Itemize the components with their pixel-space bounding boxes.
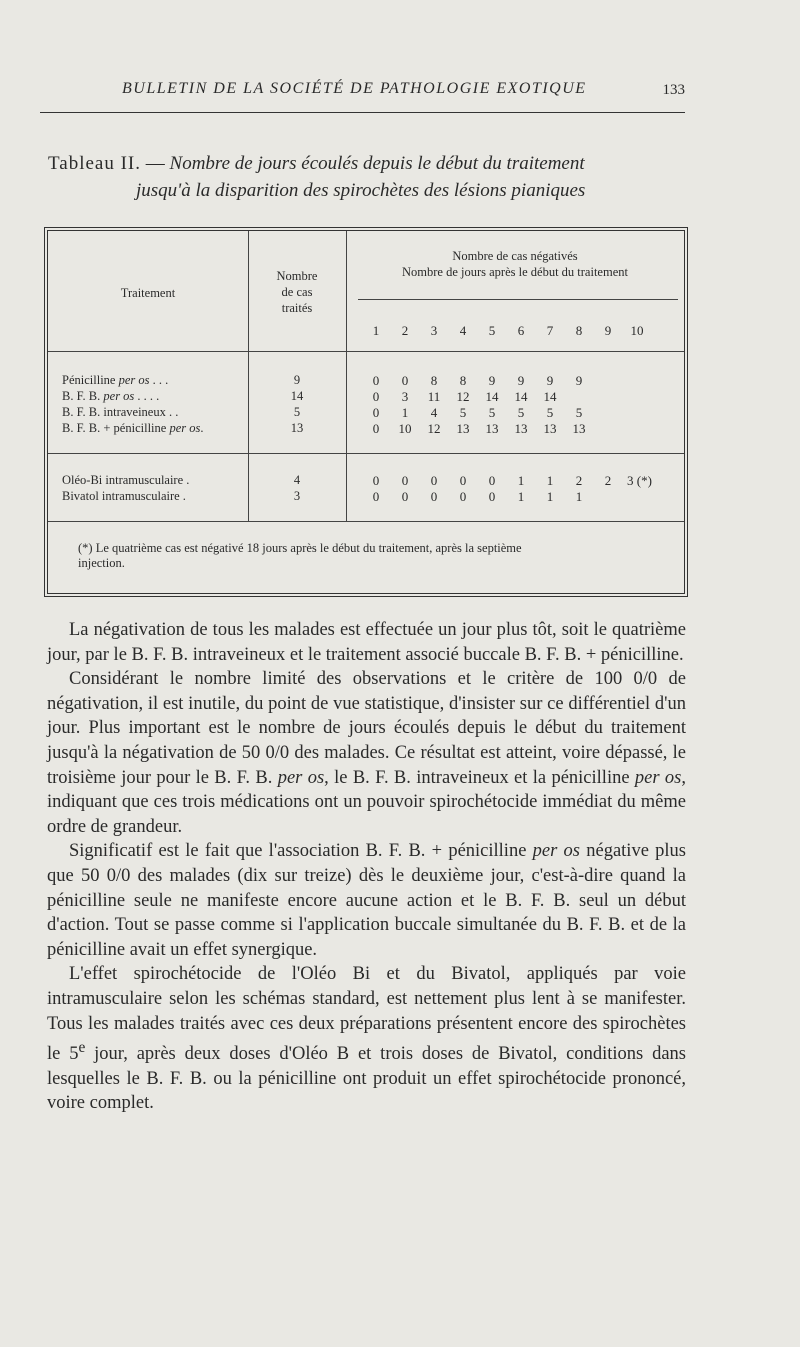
caption-title-line2: jusqu'à la disparition des spirochètes des lésions pianiques — [136, 180, 586, 201]
running-title: BULLETIN DE LA SOCIÉTÉ DE PATHOLOGIE EXOTIQUE — [122, 80, 587, 97]
table-cell: 4 — [430, 405, 438, 420]
table-cell: 0 — [488, 489, 496, 504]
table-cell: 14 — [543, 389, 557, 404]
table-cell: 2 — [575, 473, 583, 488]
table-cell: 0 — [372, 405, 380, 420]
row-label: Oléo-Bi intramusculaire . — [62, 473, 190, 487]
table-cell: 5 — [575, 405, 583, 420]
day-header-8: 8 — [575, 323, 583, 338]
table-cell: 1 — [546, 473, 554, 488]
group-header-1: Nombre de cas négativés — [452, 249, 578, 263]
table-cell: 11 — [427, 389, 441, 404]
caption-dash: — — [145, 153, 165, 174]
table-cell: 14 — [485, 389, 499, 404]
table-cell: 0 — [401, 373, 409, 388]
col-header-traitement: Traitement — [120, 286, 176, 300]
row-count: 14 — [290, 389, 304, 403]
table-cell: 0 — [372, 489, 380, 504]
paragraph-2: Considérant le nombre limité des observations et le critère de 100 0/0 de négativation, il est inutile, du point de vue statistique, d'insister sur ce différentiel d'un jour. Plus important est le nombre de jours écoulés depuis le début du traitement jusqu'à la négativation de 50 0/0 des malades. Ce résultat est atteint, voire dépassé, le troisième jour pour le B. F. B. per os, le B. F. B. intraveineux et la pénicilline per os, indiquant que ces trois médications ont un pouvoir spirochétocide immédiat du même ordre de grandeur. — [47, 669, 686, 837]
paragraph-1: La négativation de tous les malades est effectuée un jour plus tôt, soit le quatrième jour, par le B. F. B. intraveineux et le traitement associé buccale B. F. B. + pénicilline. — [47, 620, 686, 665]
table-cell: 9 — [546, 373, 554, 388]
row-count: 3 — [293, 489, 301, 503]
row-label: Bivatol intramusculaire . — [62, 489, 186, 503]
table-cell: 5 — [459, 405, 467, 420]
running-header — [40, 80, 685, 113]
table-cell: 13 — [514, 421, 528, 436]
row-count: 13 — [290, 421, 304, 435]
col-header-nombre-2: de cas — [281, 285, 313, 299]
table-caption — [48, 150, 698, 204]
table-cell: 0 — [459, 473, 467, 488]
day-header-3: 3 — [430, 323, 438, 338]
table-cell: 9 — [488, 373, 496, 388]
paragraph-4: L'effet spirochétocide de l'Oléo Bi et du Bivatol, appliqués par voie intramusculaire selon les schémas standard, est nettement plus lent à se manifester. Tous les malades traités avec ces deux préparations présentent encore des spirochètes le 5e jour, après deux doses d'Oléo B et trois doses de Bivatol, conditions dans lesquelles le B. F. B. ou la pénicilline ont produit un effet spirochétocide prononcé, voire complet. — [47, 964, 686, 1114]
day-header-5: 5 — [488, 323, 496, 338]
table-cell: 1 — [575, 489, 583, 504]
table-cell: 1 — [401, 405, 409, 420]
table-cell: 2 — [604, 473, 612, 488]
row-label: B. F. B. intraveineux . . — [62, 405, 179, 419]
table-cell: 5 — [517, 405, 525, 420]
footnote-line1: (*) Le quatrième cas est négativé 18 jours après le début du traitement, après la septième — [78, 541, 522, 555]
body-text — [47, 618, 686, 1116]
table-cell: 5 — [488, 405, 496, 420]
table-cell: 13 — [543, 421, 557, 436]
table-cell: 10 — [398, 421, 412, 436]
table-cell: 8 — [459, 373, 467, 388]
row-label: B. F. B. + pénicilline per os. — [62, 421, 204, 435]
day-header-6: 6 — [517, 323, 525, 338]
table-cell: 12 — [427, 421, 441, 436]
col-header-nombre-1: Nombre — [276, 269, 318, 283]
table-cell: 1 — [546, 489, 554, 504]
table-cell: 3 — [401, 389, 409, 404]
day-header-2: 2 — [401, 323, 409, 338]
table-cell: 0 — [459, 489, 467, 504]
day-header-4: 4 — [459, 323, 467, 338]
caption-label: Tableau II. — [48, 153, 142, 174]
paragraph-3: Significatif est le fait que l'association B. F. B. + pénicilline per os négative plus que 50 0/0 des malades (dix sur treize) dès le deuxième jour, c'est-à-dire quand la pénicilline seule ne manifeste encore aucune action et le B. F. B. seul un début d'action. Tout se passe comme si l'application buccale simultanée du B. F. B. et de la pénicilline avait un effet synergique. — [47, 841, 686, 960]
table-cell: 13 — [485, 421, 499, 436]
table-cell: 0 — [430, 489, 438, 504]
row-count: 9 — [293, 373, 301, 387]
table-cell: 14 — [514, 389, 528, 404]
row-count: 4 — [293, 473, 301, 487]
table-footnote — [78, 541, 678, 571]
table-cell: 9 — [575, 373, 583, 388]
table-cell: 0 — [401, 473, 409, 488]
row-label: Pénicilline per os . . . — [62, 373, 169, 387]
table-cell: 0 — [430, 473, 438, 488]
table-cell: 0 — [372, 421, 380, 436]
table-cell: 0 — [488, 473, 496, 488]
table-cell: 13 — [572, 421, 586, 436]
day-header-10: 10 — [630, 323, 644, 338]
table-cell: 1 — [517, 473, 525, 488]
table-cell: 5 — [546, 405, 554, 420]
col-header-nombre-3: traités — [281, 301, 313, 315]
table-cell: 0 — [372, 473, 380, 488]
caption-title-line1: Nombre de jours écoulés depuis le début du traitement — [169, 153, 585, 174]
day-header-9: 9 — [604, 323, 612, 338]
day-header-7: 7 — [546, 323, 554, 338]
table-cell: 9 — [517, 373, 525, 388]
table-cell: 1 — [517, 489, 525, 504]
group-header-2: Nombre de jours après le début du traitement — [402, 265, 628, 279]
table-cell: 0 — [372, 389, 380, 404]
table-cell: 13 — [456, 421, 470, 436]
row-label: B. F. B. per os . . . . — [62, 389, 160, 403]
page-number: 133 — [662, 82, 685, 98]
table-cell: 3 (*) — [627, 473, 652, 488]
table-cell: 12 — [456, 389, 470, 404]
footnote-line2: injection. — [78, 556, 125, 570]
table-cell: 0 — [372, 373, 380, 388]
data-table — [47, 230, 685, 594]
day-header-1: 1 — [372, 323, 380, 338]
table-cell: 0 — [401, 489, 409, 504]
row-count: 5 — [293, 405, 301, 419]
table-cell: 8 — [430, 373, 438, 388]
